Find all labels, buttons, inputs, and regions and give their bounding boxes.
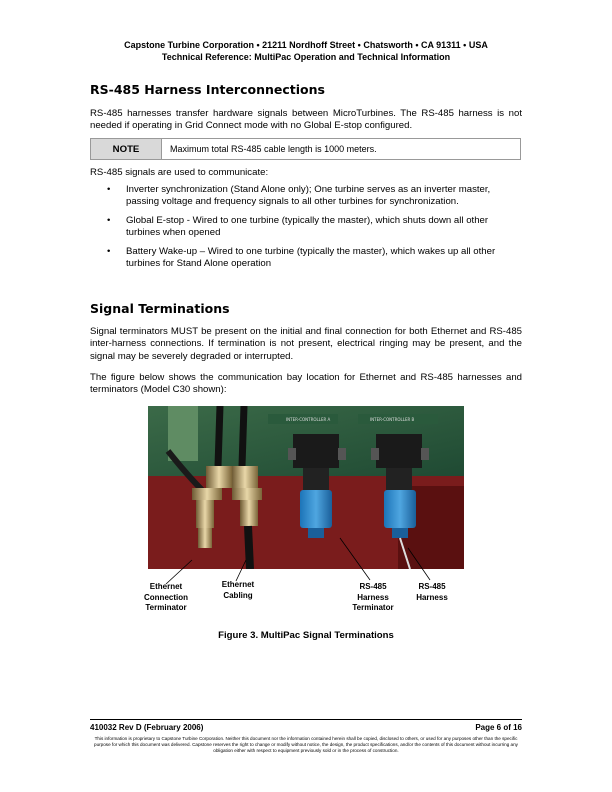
header-line-2: Technical Reference: MultiPac Operation and Technical Information (161, 52, 451, 62)
bullet-icon: • (107, 184, 111, 195)
list-item: • Inverter synchronization (Stand Alone only); One turbine serves as an inverter master, passing voltage and frequency signals to all other turbines for synchronization. (107, 184, 491, 208)
signals-intro: RS-485 signals are used to communicate: (90, 167, 269, 178)
header-line-1: Capstone Turbine Corporation • 21211 Nordhoff Street • Chatsworth • CA 91311 • USA (124, 40, 488, 50)
note-label: NOTE (91, 139, 162, 159)
callout-ethernet-cabling: Ethernet Cabling (221, 580, 255, 600)
callout-ethernet-terminator: Ethernet Connection Terminator (144, 582, 188, 612)
callout-rs485-terminator: RS-485 Harness Terminator (352, 582, 394, 612)
callout-rs485-harness: RS-485 Harness (416, 582, 448, 602)
board-label-b: INTER-CONTROLLER B (370, 417, 415, 422)
footer-legal-notice: This information is proprietary to Capstone Turbine Corporation. Neither this document nor the information contained herein shall be copied, disclosed to others, or used for any purposes other than the specific purpose for which this document was delivered. Capstone reserves the right to change or modify without notice, the design, the product specifications, and/or the contents of this document without incurring any obligation either with respect to equipment previously sold or in the process of construction. (94, 736, 518, 753)
board-label-a: INTER-CONTROLLER A (286, 417, 331, 422)
list-item: • Battery Wake-up – Wired to one turbine (typically the master), which wakes up all other turbines for Stand Alone operation (107, 245, 496, 270)
figure-caption: Figure 3. MultiPac Signal Terminations (218, 630, 394, 641)
section-title-terminations: Signal Terminations (90, 301, 230, 316)
terminations-paragraph: Signal terminators MUST be present on the initial and final connection for both Ethernet and RS-485 inter-harness connections. If termination is not present, electrical ringing may be present, and the signal may be severely degraded or interrupted. (90, 326, 522, 362)
footer-page-number: Page 6 of 16 (475, 723, 522, 732)
figure-intro-paragraph: The figure below shows the communication bay location for Ethernet and RS-485 harnesses and terminators (Model C30 shown): (90, 372, 522, 396)
list-item: • Global E-stop - Wired to one turbine (typically the master), which shuts down all other turbines when opened (107, 214, 489, 239)
footer-divider (90, 719, 522, 720)
bullet-icon: • (107, 245, 111, 257)
bullet-icon: • (107, 214, 111, 226)
rs485-intro-paragraph: RS-485 harnesses transfer hardware signals between MicroTurbines. The RS-485 harness is not needed if operating in Grid Connect mode with no Global E-stop configured. (90, 108, 522, 132)
note-text: Maximum total RS-485 cable length is 1000 meters. (170, 144, 377, 154)
footer-doc-id: 410032 Rev D (February 2006) (90, 723, 204, 732)
section-title-rs485: RS-485 Harness Interconnections (90, 82, 325, 97)
